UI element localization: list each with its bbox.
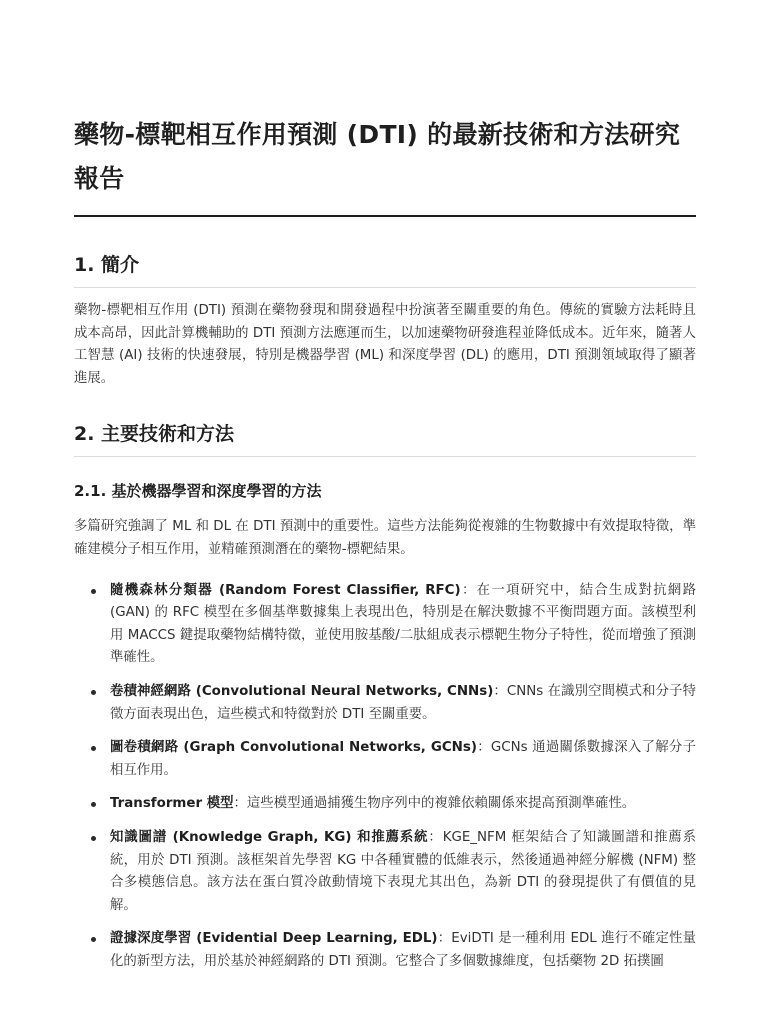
method-description: ：KGE_NFM 框架結合了知識圖譜和推薦系統，用於 DTI 預測。該框架首先學習 KG 中各種實體的低維表示，然後通過神經分解機 (NFM) 整合多模態信息。該方法在蛋白質冷啟動情境下表現尤其出色，為新 DTI 的發現提供了有價值的見解。 (110, 829, 697, 913)
method-description: ：EviDTI 是一種利用 EDL 進行不確定性量化的新型方法，用於基於神經網路的 DTI 預測。它整合了多個數據維度，包括藥物 2D 拓撲圖 (110, 931, 696, 969)
method-description: ：在一項研究中，結合生成對抗網路 (GAN) 的 RFC 模型在多個基準數據集上表現出色，特別是在解決數據不平衡問題方面。該模型利用 MACCS 鍵提取藥物結構特徵，並使用胺基酸/二肽組成表示標靶生物分子特性，從而增強了預測準確性。 (110, 582, 696, 666)
subsection-paragraph: 多篇研究強調了 ML 和 DL 在 DTI 預測中的重要性。這些方法能夠從複雜的生物數據中有效提取特徵，準確建模分子相互作用，並精確預測潛在的藥物-標靶結果。 (74, 519, 696, 557)
document-page (74, 0, 696, 973)
document-title: 藥物-標靶相互作用預測 (DTI) 的最新技術和方法研究報告 (74, 120, 681, 193)
section-main-techniques (74, 420, 696, 973)
bullet-icon (91, 937, 96, 942)
list-item-gcn (74, 737, 696, 782)
method-term: 隨機森林分類器 (Random Forest Classifier, RFC) (110, 582, 461, 598)
method-description: ：CNNs 在識別空間模式和分子特徵方面表現出色，這些模式和特徵對於 DTI 至關重要。 (110, 683, 696, 722)
method-term: 知識圖譜 (Knowledge Graph, KG) 和推薦系統 (110, 829, 429, 845)
list-item-cnn (74, 681, 696, 726)
method-term: 圖卷積網路 (Graph Convolutional Networks, GCNs) (110, 740, 477, 756)
method-description: ：GCNs 通過關係數據深入了解分子相互作用。 (110, 740, 697, 778)
bullet-icon (91, 802, 96, 807)
bullet-icon (91, 690, 96, 695)
list-item-knowledge-graph (74, 827, 696, 917)
bullet-icon (91, 746, 96, 751)
method-term: 證據深度學習 (Evidential Deep Learning, EDL) (110, 931, 438, 947)
method-term: 卷積神經網路 (Convolutional Neural Networks, CNNs) (110, 683, 494, 699)
bullet-icon (91, 589, 96, 594)
section-heading-main-techniques: 2. 主要技術和方法 (74, 423, 235, 446)
bullet-icon (91, 836, 96, 841)
list-item-transformer (74, 793, 696, 816)
section-divider (74, 287, 696, 288)
method-description: ：這些模型通過捕獲生物序列中的複雜依賴關係來提高預測準確性。 (233, 796, 636, 812)
methods-list (74, 580, 696, 974)
title-divider (74, 215, 696, 217)
section-divider (74, 456, 696, 457)
section-heading-introduction: 1. 簡介 (74, 254, 140, 276)
section-introduction (74, 251, 696, 390)
introduction-paragraph: 藥物-標靶相互作用 (DTI) 預測在藥物發現和開發過程中扮演著至關重要的角色。傳統的實驗方法耗時且成本高昂，因此計算機輔助的 DTI 預測方法應運而生，以加速藥物研發進程並降低成本。近年來，隨著人工智慧 (AI) 技術的快速發展，特別是機器學習 (ML) 和深度學習 (DL) 的應用，DTI 預測領域取得了顯著進展。 (74, 303, 696, 386)
list-item-evidential-dl (74, 928, 696, 973)
subsection-heading-ml-dl: 2.1. 基於機器學習和深度學習的方法 (74, 482, 322, 501)
list-item-rfc (74, 580, 696, 670)
method-term: Transformer 模型 (110, 796, 234, 812)
